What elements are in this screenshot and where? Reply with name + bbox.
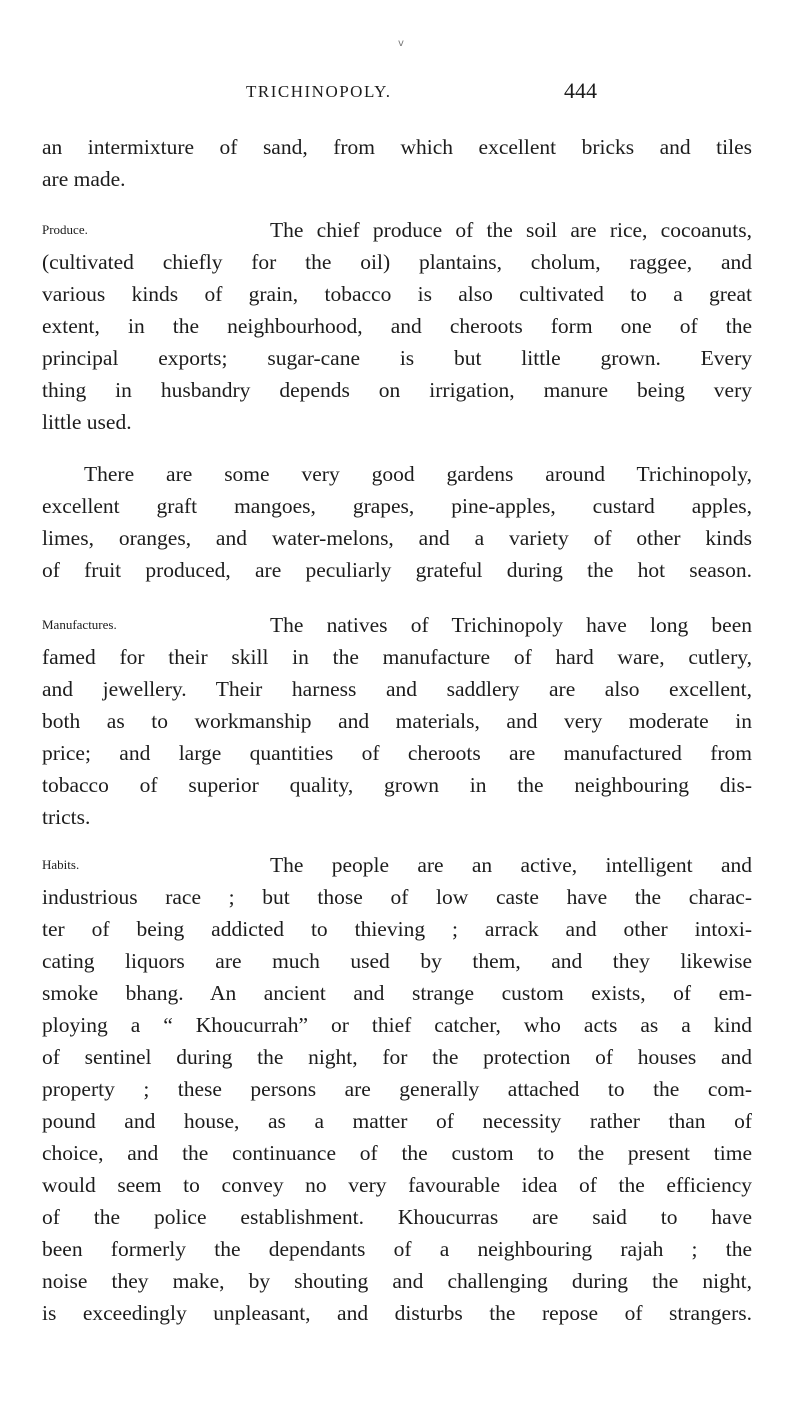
text-line: would seem to convey no very favourable idea of the efficiency — [42, 1173, 752, 1197]
text-line: both as to workmanship and materials, and very moderate in — [42, 709, 752, 733]
text-line: industrious race ; but those of low caste have the charac- — [42, 885, 752, 909]
text-line: excellent graft mangoes, grapes, pine-apples, custard apples, — [42, 494, 752, 518]
sidenote-manufactures: Manufactures. — [42, 617, 117, 632]
text-line: There are some very good gardens around Trichinopoly, — [84, 462, 752, 486]
text-line: choice, and the continuance of the custom to the present time — [42, 1141, 752, 1165]
text-line: an intermixture of sand, from which excellent bricks and tiles — [42, 135, 752, 159]
text-line: tobacco of superior quality, grown in the neighbouring dis- — [42, 773, 752, 797]
page-header — [0, 78, 800, 112]
text-line: price; and large quantities of cheroots are manufactured from — [42, 741, 752, 765]
text-line: of fruit produced, are peculiarly grateful during the hot season. — [42, 558, 752, 582]
text-line: extent, in the neighbourhood, and cheroots form one of the — [42, 314, 752, 338]
text-line: is exceedingly unpleasant, and disturbs the repose of strangers. — [42, 1301, 752, 1325]
sidenote-produce: Produce. — [42, 222, 88, 237]
text-line: various kinds of grain, tobacco is also cultivated to a great — [42, 282, 752, 306]
text-line: principal exports; sugar-cane is but little grown. Every — [42, 346, 752, 370]
text-line: and jewellery. Their harness and saddlery are also excellent, — [42, 677, 752, 701]
text-line: thing in husbandry depends on irrigation, manure being very — [42, 378, 752, 402]
text-line: noise they make, by shouting and challenging during the night, — [42, 1269, 752, 1293]
text-line: ploying a “ Khoucurrah” or thief catcher, who acts as a kind — [42, 1013, 752, 1037]
running-head: TRICHINOPOLY. — [246, 82, 392, 101]
text-line: little used. — [42, 410, 132, 434]
text-line: of the police establishment. Khoucurras are said to have — [42, 1205, 752, 1229]
page-number: 444 — [564, 78, 597, 103]
text-line: cating liquors are much used by them, and they likewise — [42, 949, 752, 973]
text-line: limes, oranges, and water-melons, and a variety of other kinds — [42, 526, 752, 550]
text-line: famed for their skill in the manufacture of hard ware, cutlery, — [42, 645, 752, 669]
text-line: The chief produce of the soil are rice, cocoanuts, — [270, 218, 752, 242]
text-line: are made. — [42, 167, 126, 191]
text-line: smoke bhang. An ancient and strange custom exists, of em- — [42, 981, 752, 1005]
text-line: been formerly the dependants of a neighbouring rajah ; the — [42, 1237, 752, 1261]
text-line: (cultivated chiefly for the oil) plantains, cholum, raggee, and — [42, 250, 752, 274]
text-line: tricts. — [42, 805, 91, 829]
text-line: of sentinel during the night, for the protection of houses and — [42, 1045, 752, 1069]
text-line: The natives of Trichinopoly have long been — [270, 613, 752, 637]
text-line: property ; these persons are generally attached to the com- — [42, 1077, 752, 1101]
sidenote-habits: Habits. — [42, 857, 80, 872]
text-line: ter of being addicted to thieving ; arrack and other intoxi- — [42, 917, 752, 941]
text-line: pound and house, as a matter of necessity rather than of — [42, 1109, 752, 1133]
page-mark: v — [398, 38, 404, 49]
text-line: The people are an active, intelligent and — [270, 853, 752, 877]
